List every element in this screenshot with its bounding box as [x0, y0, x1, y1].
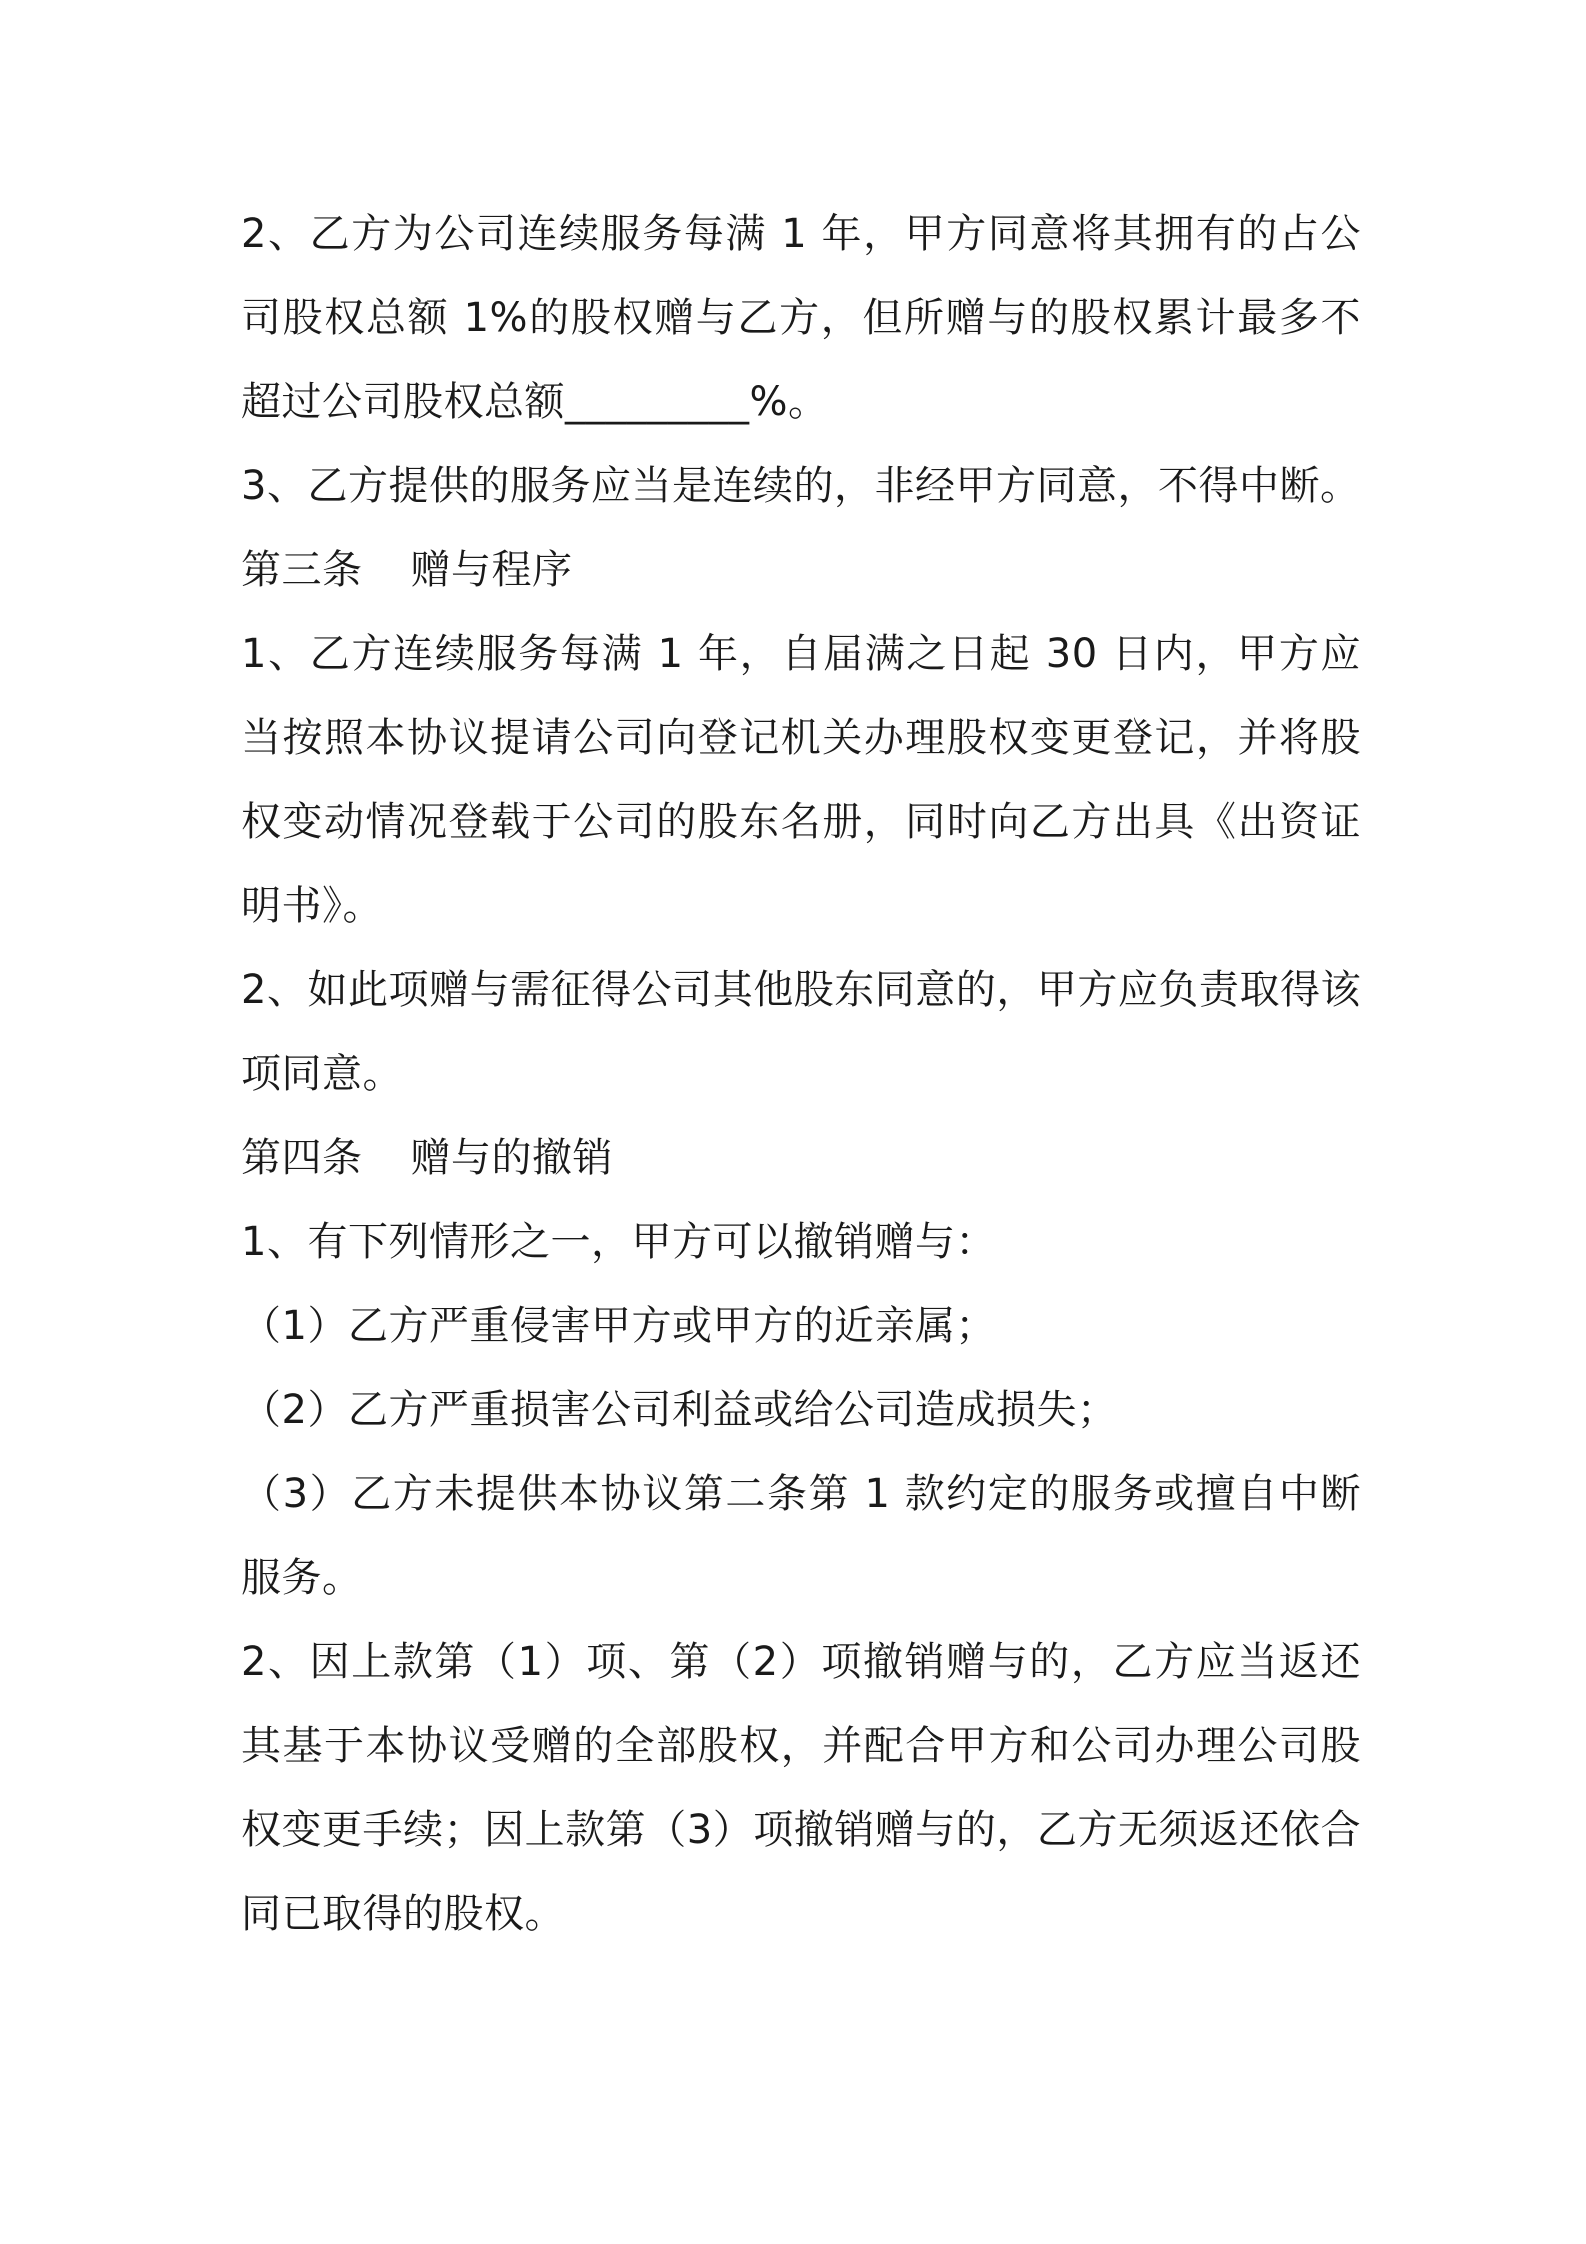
- clause-2-3: 3、乙方提供的服务应当是连续的，非经甲方同意，不得中断。: [241, 463, 1361, 509]
- clause-2-2: 2、乙方为公司连续服务每满 1 年，甲方同意将其拥有的占公司股权总额 1%的股权赠与乙方，但所赠与的股权累计最多不超过公司股权总额_________%。: [241, 211, 1361, 425]
- clause-4-1: 1、有下列情形之一，甲方可以撤销赠与：: [241, 1219, 996, 1265]
- article-4-title: 赠与的撤销: [410, 1135, 613, 1181]
- document-body: [241, 192, 1361, 1956]
- clause-3-1: 1、乙方连续服务每满 1 年，自届满之日起 30 日内，甲方应当按照本协议提请公司向登记机关办理股权变更登记，并将股权变动情况登载于公司的股东名册，同时向乙方出具《出资证明书》。: [241, 631, 1361, 929]
- article-3-heading: [241, 528, 1361, 612]
- article-4-heading: [241, 1116, 1361, 1200]
- article-4-number: 第四条: [241, 1135, 363, 1181]
- clause-4-1-item-3: （3）乙方未提供本协议第二条第 1 款约定的服务或擅自中断服务。: [241, 1471, 1361, 1601]
- clause-4-1-item-2: （2）乙方严重损害公司利益或给公司造成损失；: [241, 1387, 1118, 1433]
- article-3-number: 第三条: [241, 547, 363, 593]
- clause-3-2: 2、如此项赠与需征得公司其他股东同意的，甲方应负责取得该项同意。: [241, 967, 1361, 1097]
- clause-4-2: 2、因上款第（1）项、第（2）项撤销赠与的，乙方应当返还其基于本协议受赠的全部股权，并配合甲方和公司办理公司股权变更手续；因上款第（3）项撤销赠与的，乙方无须返还依合同已取得的股权。: [241, 1639, 1361, 1937]
- clause-4-1-item-1: （1）乙方严重侵害甲方或甲方的近亲属；: [241, 1303, 996, 1349]
- article-3-title: 赠与程序: [410, 547, 573, 593]
